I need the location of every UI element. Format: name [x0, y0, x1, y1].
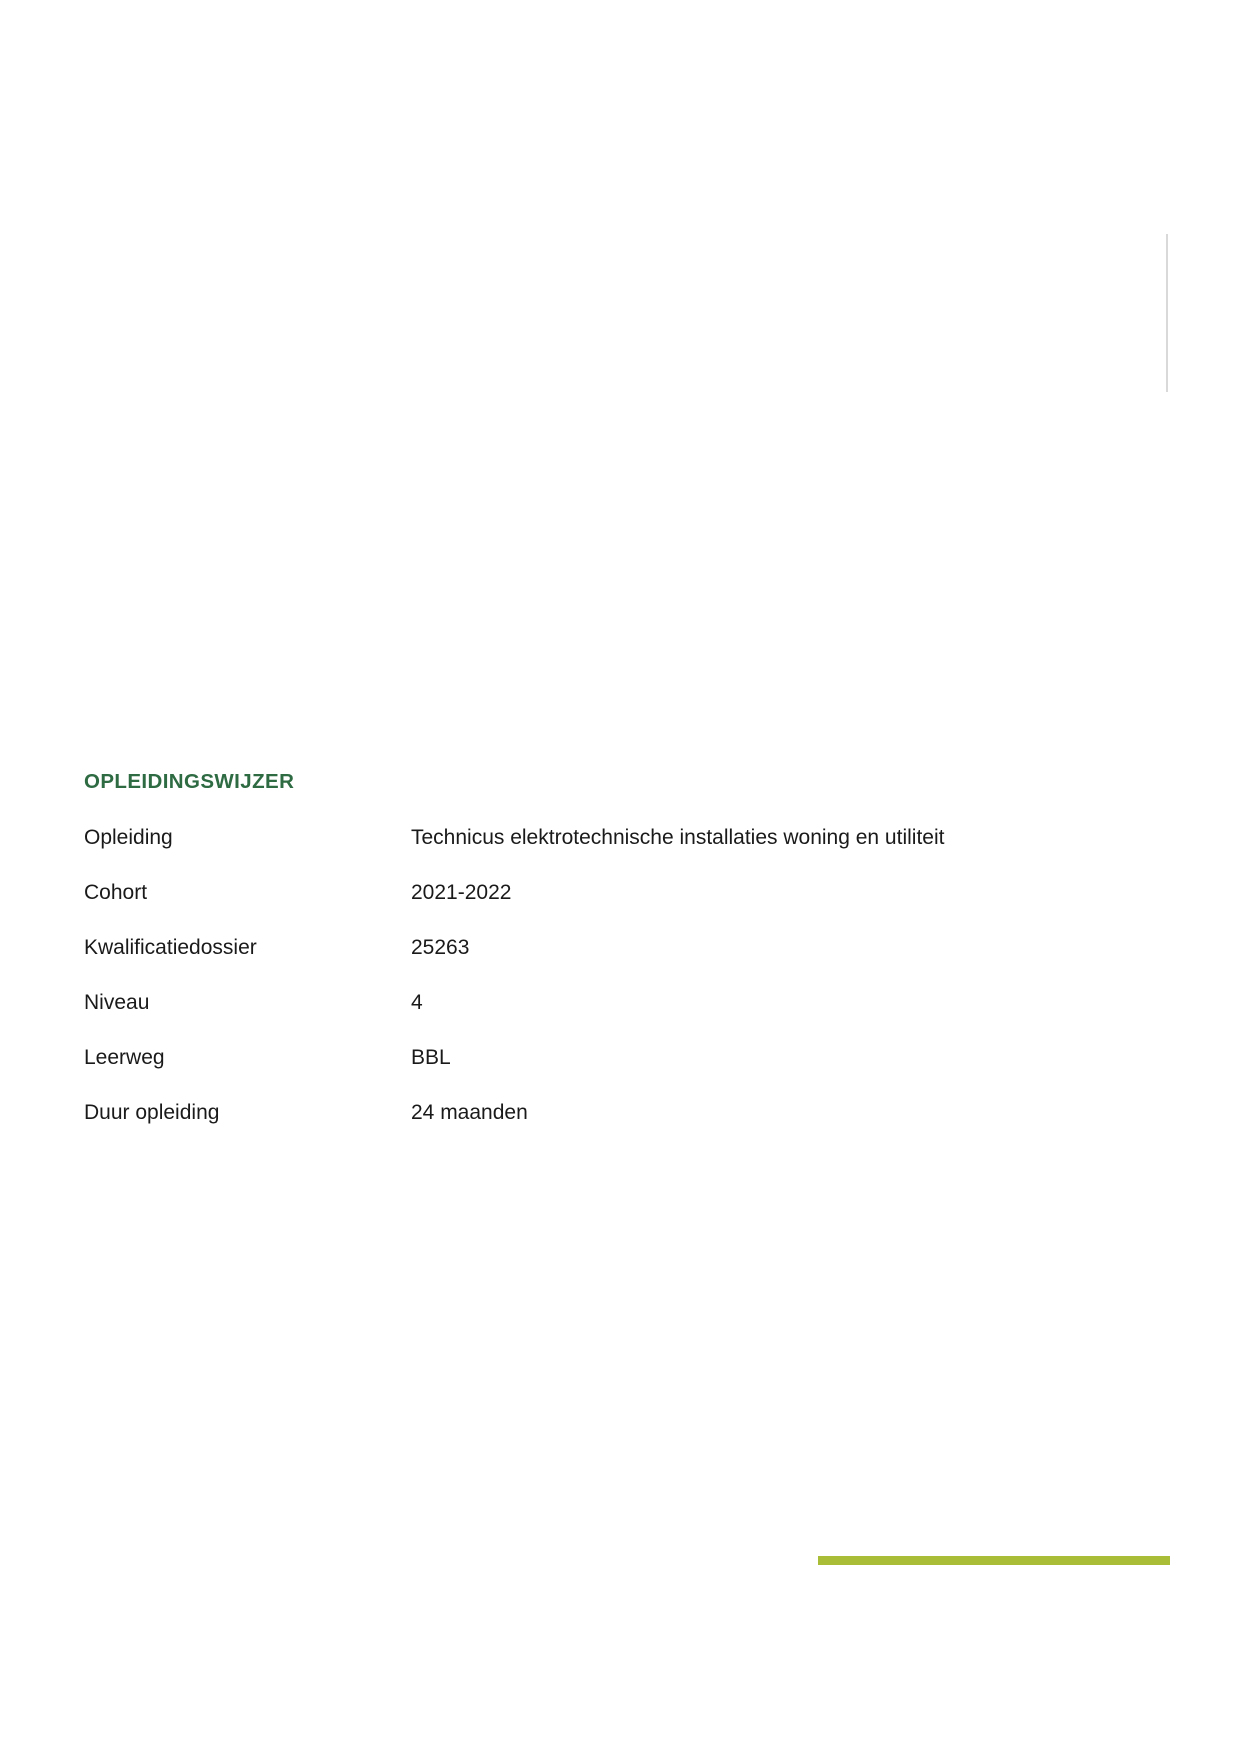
course-info-table	[84, 825, 1144, 1155]
field-label-kwalificatiedossier: Kwalificatiedossier	[84, 935, 257, 959]
table-row	[84, 880, 1144, 935]
table-row	[84, 1045, 1144, 1100]
field-value-cohort: 2021-2022	[411, 880, 512, 904]
field-label-opleiding: Opleiding	[84, 825, 173, 849]
table-row	[84, 990, 1144, 1045]
field-value-duur-opleiding: 24 maanden	[411, 1100, 528, 1124]
field-value-kwalificatiedossier: 25263	[411, 935, 470, 959]
document-content	[84, 770, 1144, 1155]
page-title: OPLEIDINGSWIJZER	[84, 770, 295, 793]
vertical-rule-decoration	[1166, 234, 1168, 392]
table-row	[84, 935, 1144, 990]
field-label-leerweg: Leerweg	[84, 1045, 165, 1069]
field-label-duur-opleiding: Duur opleiding	[84, 1100, 220, 1124]
table-row	[84, 825, 1144, 880]
field-label-cohort: Cohort	[84, 880, 148, 904]
field-value-niveau: 4	[411, 990, 423, 1014]
field-value-opleiding: Technicus elektrotechnische installaties woning en utiliteit	[411, 825, 945, 849]
field-label-niveau: Niveau	[84, 990, 150, 1014]
field-value-leerweg: BBL	[411, 1045, 451, 1069]
accent-bar-decoration	[818, 1556, 1170, 1565]
table-row	[84, 1100, 1144, 1155]
